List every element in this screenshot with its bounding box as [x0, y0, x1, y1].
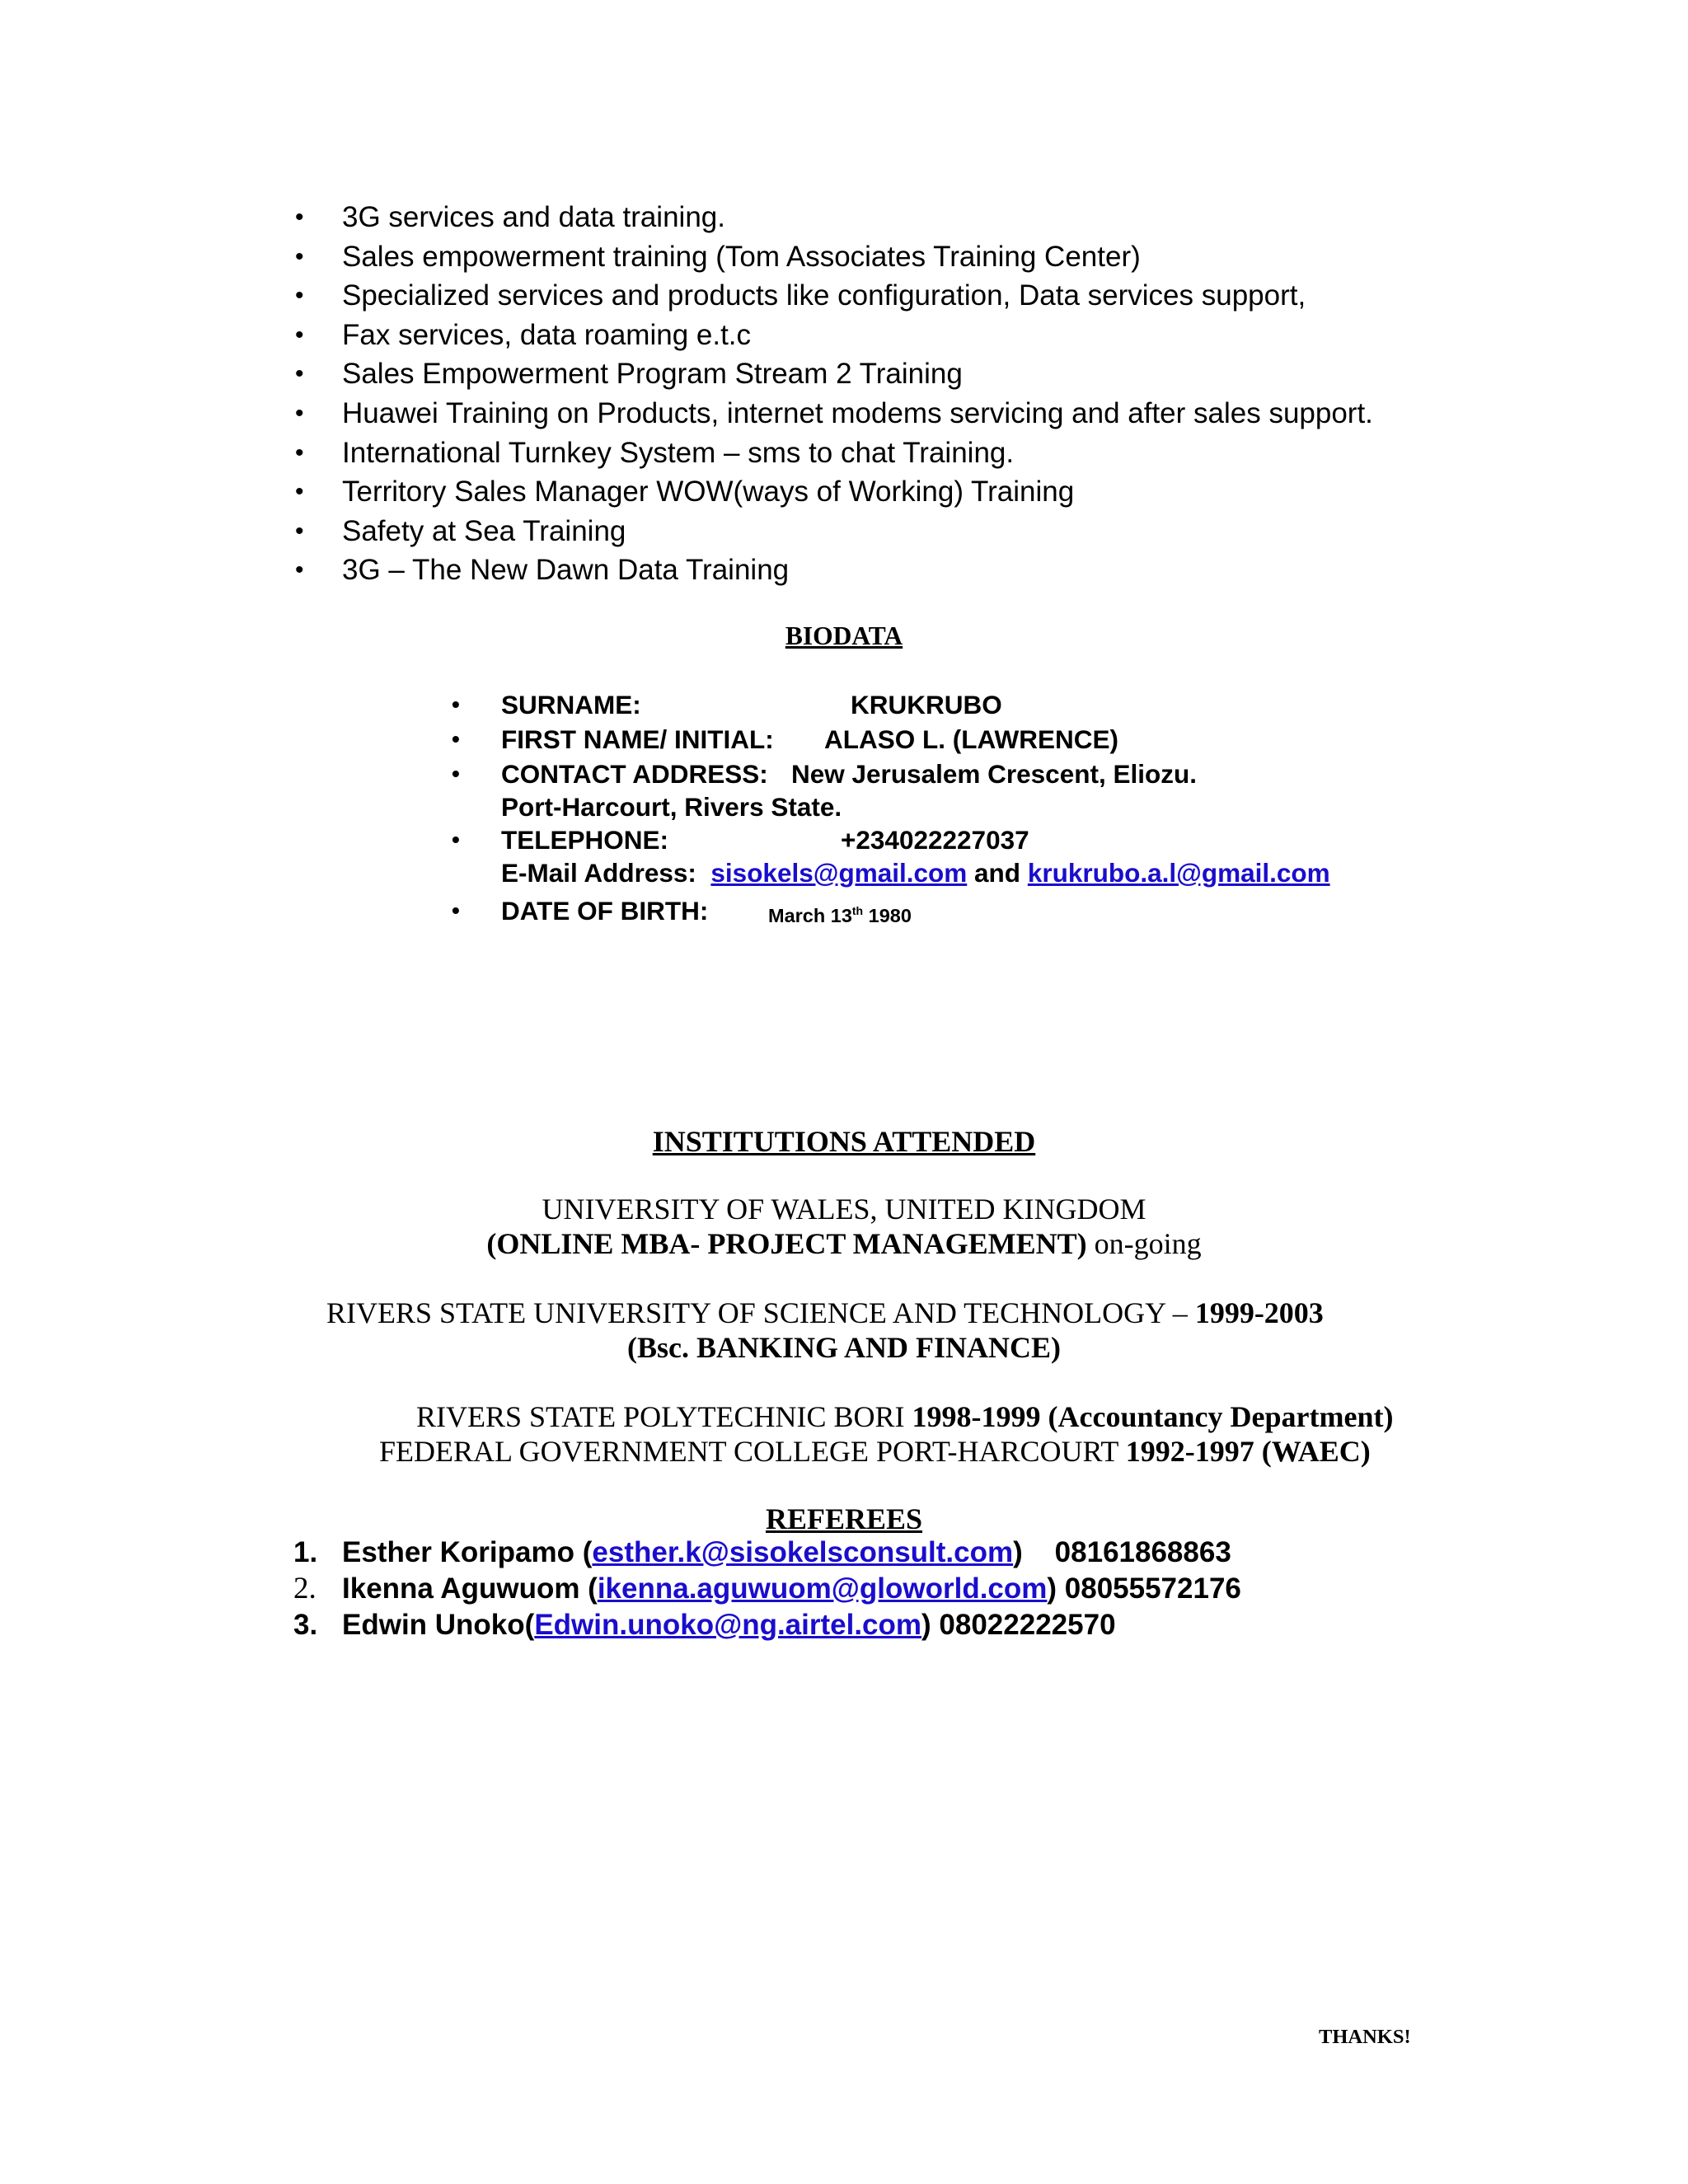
training-item: Territory Sales Manager WOW(ways of Working) Training [342, 476, 1075, 509]
bullet-icon: • [295, 399, 304, 427]
dob-suffix: th [851, 904, 864, 917]
rsust-program: (Bsc. BANKING AND FINANCE) [626, 1331, 1061, 1364]
address-line1: New Jerusalem Crescent, Eliozu. [791, 759, 1197, 789]
email-link-1[interactable]: sisokels@gmail.com [710, 858, 968, 888]
uni-wales-program-line [0, 1226, 1688, 1261]
biodata-heading: BIODATA [785, 621, 903, 650]
training-item: Specialized services and products like configuration, Data services support, [342, 279, 1306, 312]
bullet-icon: • [295, 242, 304, 270]
bullet-icon: • [295, 478, 304, 506]
institutions-heading: INSTITUTIONS ATTENDED [652, 1125, 1036, 1158]
surname-label: SURNAME: [501, 690, 641, 719]
email-and: and [974, 858, 1021, 888]
bullet-icon: • [295, 282, 304, 310]
referee-email-link[interactable]: Edwin.unoko@ng.airtel.com [534, 1609, 922, 1641]
email-label: E-Mail Address: [501, 858, 696, 888]
address-row [0, 757, 1688, 791]
dob-month-day: March 13 [768, 905, 852, 926]
rsust-years: 1999-2003 [1194, 1296, 1324, 1329]
fgc-line [379, 1434, 1371, 1469]
referee-phone: ) 08161868863 [1013, 1536, 1231, 1568]
telephone-row [0, 823, 1688, 857]
list-item [0, 1571, 1688, 1607]
list-item [0, 316, 1688, 355]
referee-number: 2. [293, 1572, 316, 1605]
telephone-value: +234022227037 [841, 825, 1029, 855]
uni-wales-status: on-going [1094, 1227, 1202, 1260]
bullet-icon: • [295, 321, 304, 349]
first-name-row [0, 722, 1688, 757]
bullet-icon: • [452, 898, 460, 923]
training-item: 3G – The New Dawn Data Training [342, 554, 790, 587]
referee-line [342, 1607, 1116, 1643]
referee-name: Ikenna Aguwuom ( [342, 1572, 598, 1605]
bullet-icon: • [295, 438, 304, 466]
referee-name: Esther Koripamo ( [342, 1536, 593, 1568]
list-item [0, 237, 1688, 277]
referee-number: 1. [293, 1536, 318, 1568]
training-item: Huawei Training on Products, internet modems servicing and after sales support. [342, 396, 1373, 429]
list-item [0, 472, 1688, 512]
bullet-icon: • [295, 556, 304, 584]
dob-value [768, 893, 912, 933]
fgc: FEDERAL GOVERNMENT COLLEGE PORT-HARCOURT [379, 1435, 1118, 1468]
address-line2: Port-Harcourt, Rivers State. [501, 792, 842, 822]
telephone-label: TELEPHONE: [501, 825, 669, 855]
referee-phone: ) 08022222570 [921, 1609, 1116, 1641]
fgc-detail: 1992-1997 (WAEC) [1125, 1435, 1371, 1468]
rsust: RIVERS STATE UNIVERSITY OF SCIENCE AND TECHNOLOGY – [326, 1296, 1188, 1329]
surname-value: KRUKRUBO [851, 690, 1002, 719]
first-name-label: FIRST NAME/ INITIAL: [501, 724, 774, 754]
email-link-2[interactable]: krukrubo.a.l@gmail.com [1027, 858, 1330, 888]
referee-phone: ) 08055572176 [1047, 1572, 1241, 1605]
referees-heading: REFEREES [765, 1502, 923, 1535]
bullet-icon: • [295, 360, 304, 388]
training-item: Sales empowerment training (Tom Associates Training Center) [342, 240, 1141, 273]
poly: RIVERS STATE POLYTECHNIC BORI [416, 1400, 905, 1433]
uni-wales-program: (ONLINE MBA- PROJECT MANAGEMENT) [486, 1227, 1087, 1260]
first-name-value: ALASO L. (LAWRENCE) [824, 724, 1118, 754]
dob-row [0, 893, 1688, 928]
address-label: CONTACT ADDRESS: [501, 759, 768, 789]
bullet-icon: • [295, 204, 304, 231]
dob-year: 1980 [868, 905, 912, 926]
trainings-list [0, 198, 1688, 590]
uni-wales: UNIVERSITY OF WALES, UNITED KINGDOM [542, 1193, 1146, 1226]
poly-detail: 1998-1999 (Accountancy Department) [912, 1400, 1394, 1433]
training-item: Sales Empowerment Program Stream 2 Training [342, 358, 963, 391]
rsust-line [326, 1296, 1324, 1330]
bullet-icon: • [452, 761, 460, 786]
referee-line [342, 1535, 1231, 1571]
list-item [0, 354, 1688, 394]
bullet-icon: • [295, 517, 304, 545]
address-row-2 [0, 790, 1688, 824]
poly-line [416, 1399, 1393, 1434]
bullet-icon: • [452, 691, 460, 717]
training-item: 3G services and data training. [342, 201, 725, 233]
bullet-icon: • [452, 726, 460, 752]
referee-number: 3. [293, 1609, 318, 1641]
training-item: International Turnkey System – sms to chat Training. [342, 436, 1015, 469]
email-line [501, 855, 1330, 890]
training-item: Fax services, data roaming e.t.c [342, 318, 752, 351]
referee-email-link[interactable]: ikenna.aguwuom@gloworld.com [597, 1572, 1048, 1605]
bullet-icon: • [452, 827, 460, 852]
referee-name: Edwin Unoko( [342, 1609, 535, 1641]
referee-email-link[interactable]: esther.k@sisokelsconsult.com [592, 1536, 1014, 1568]
list-item [0, 551, 1688, 590]
list-item [0, 276, 1688, 316]
email-row [0, 855, 1688, 890]
list-item [0, 198, 1688, 237]
surname-row [0, 687, 1688, 722]
closing-text: THANKS! [1319, 2026, 1411, 2048]
referee-line [342, 1571, 1241, 1607]
list-item [0, 394, 1688, 434]
list-item [0, 1607, 1688, 1643]
dob-label: DATE OF BIRTH: [501, 896, 709, 926]
list-item [0, 1535, 1688, 1571]
list-item [0, 512, 1688, 551]
training-item: Safety at Sea Training [342, 514, 626, 547]
list-item [0, 434, 1688, 473]
